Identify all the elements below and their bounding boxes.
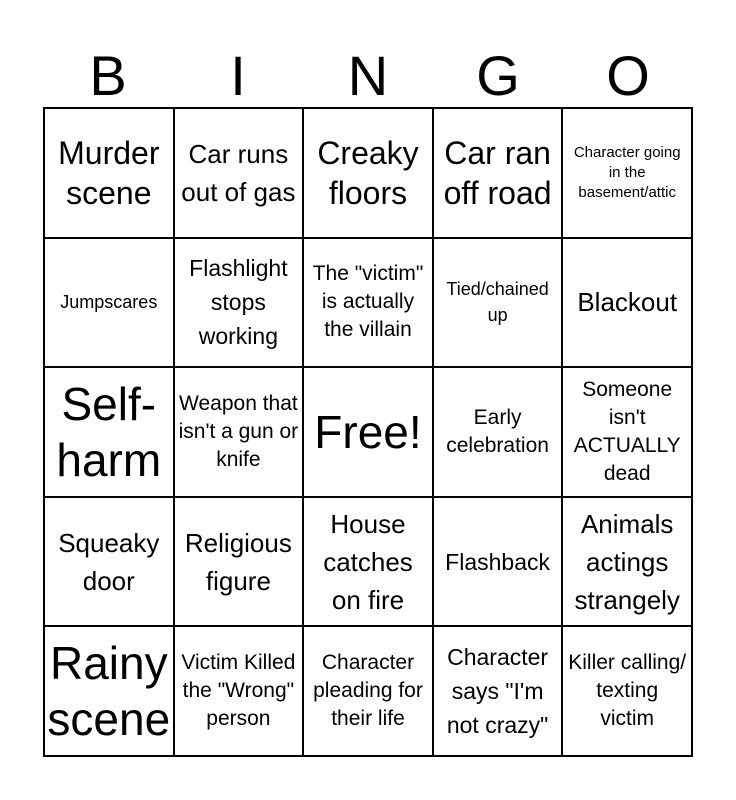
bingo-cell-r1c5[interactable] (562, 108, 692, 238)
bingo-cell-r5c1[interactable] (44, 626, 174, 756)
bingo-cell-r3c2[interactable] (174, 367, 304, 497)
cell-text: Murder scene (58, 134, 160, 211)
bingo-cell-r4c3[interactable] (303, 497, 433, 627)
cell-text: Tied/chained up (446, 279, 549, 326)
bingo-cell-r2c3[interactable] (303, 238, 433, 368)
bingo-cell-r2c4[interactable] (433, 238, 563, 368)
cell-text: Victim Killed the "Wrong" person (181, 651, 296, 731)
cell-text: Religious figure (184, 527, 292, 596)
bingo-cell-r1c3[interactable] (303, 108, 433, 238)
cell-text: Car ran off road (443, 134, 552, 211)
cell-text: Killer calling/ texting victim (568, 651, 687, 731)
bingo-cell-r5c2[interactable] (174, 626, 304, 756)
cell-text: Squeaky door (58, 527, 160, 596)
cell-text: Character says "I'm not crazy" (446, 644, 549, 739)
bingo-cell-r4c4[interactable] (433, 497, 563, 627)
cell-text: Car runs out of gas (181, 138, 296, 207)
cell-text: Early celebration (446, 405, 549, 457)
free-space: Free! (314, 405, 422, 458)
bingo-cell-r4c5[interactable] (562, 497, 692, 627)
bingo-cell-r3c4[interactable] (433, 367, 563, 497)
bingo-cell-r2c5[interactable] (562, 238, 692, 368)
bingo-grid (43, 107, 693, 757)
bingo-cell-r1c2[interactable] (174, 108, 304, 238)
cell-text: Flashback (445, 548, 550, 575)
cell-text: Animals actings strangely (574, 508, 680, 615)
cell-text: The "victim" is actually the villain (312, 262, 424, 342)
bingo-cell-r5c5[interactable] (562, 626, 692, 756)
bingo-cell-r1c1[interactable] (44, 108, 174, 238)
cell-text: Blackout (577, 287, 678, 318)
header-letter-g: G (476, 44, 520, 107)
bingo-cell-r2c1[interactable] (44, 238, 174, 368)
cell-text: Someone isn't ACTUALLY dead (573, 377, 681, 485)
cell-text: Character going in the basement/attic (573, 143, 681, 201)
cell-text: Rainy scene (47, 637, 171, 746)
cell-text: Jumpscares (60, 292, 158, 313)
bingo-cell-r3c3[interactable] (303, 367, 433, 497)
cell-text: Creaky floors (317, 134, 419, 211)
header-letter-i: I (230, 44, 246, 107)
cell-text: Weapon that isn't a gun or knife (178, 391, 299, 471)
cell-text: Self-harm (56, 377, 162, 486)
bingo-cell-r1c4[interactable] (433, 108, 563, 238)
bingo-cell-r4c2[interactable] (174, 497, 304, 627)
bingo-cell-r3c5[interactable] (562, 367, 692, 497)
bingo-cell-r5c3[interactable] (303, 626, 433, 756)
bingo-cell-r5c4[interactable] (433, 626, 563, 756)
cell-text: Character pleading for their life (313, 651, 423, 731)
bingo-cell-r4c1[interactable] (44, 497, 174, 627)
bingo-cell-r2c2[interactable] (174, 238, 304, 368)
header-letter-n: N (347, 44, 389, 107)
header-letter-b: B (89, 44, 127, 107)
bingo-cell-r3c1[interactable] (44, 367, 174, 497)
bingo-header (43, 44, 693, 108)
cell-text: House catches on fire (323, 508, 413, 615)
header-letter-o: O (606, 44, 650, 107)
cell-text: Flashlight stops working (189, 255, 288, 350)
